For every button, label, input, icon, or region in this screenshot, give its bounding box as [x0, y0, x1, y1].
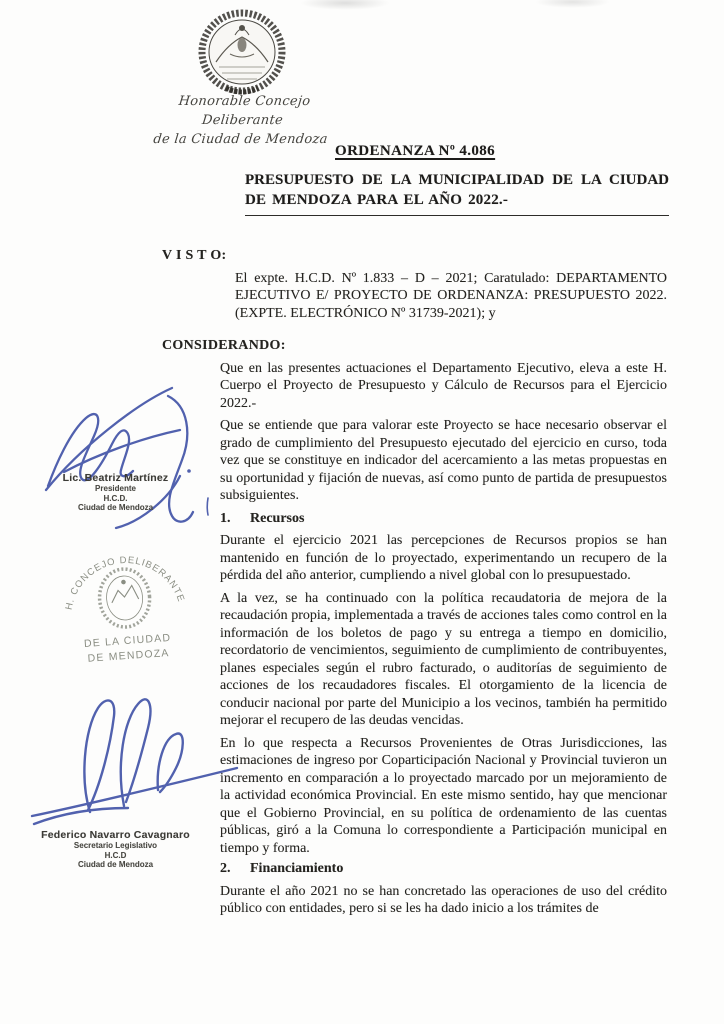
section-number: 1. [220, 510, 231, 526]
council-seal-icon [50, 534, 200, 674]
signer-name: Federico Navarro Cavagnaro [41, 829, 190, 841]
visto-heading: V I S T O: [162, 248, 227, 263]
seal-line2: DE MENDOZA [87, 647, 170, 665]
signer-body: H.C.D [104, 850, 127, 860]
seal-line1: DE LA CIUDAD [83, 631, 172, 650]
considerando-paragraph: Que en las presentes actuaciones el Departamento Ejecutivo, eleva a este H. Cuerpo el Proyecto de Presupuesto y Cálculo de Recursos para el Ejercicio 2022.- [220, 360, 667, 411]
considerando-heading: CONSIDERANDO: [162, 338, 286, 353]
section-heading-recursos [220, 510, 667, 528]
ordinance-subject-title [245, 170, 669, 216]
section-paragraph: Durante el ejercicio 2021 las percepciones de Recursos propios se han mantenido en función de lo proyectado, experimentando un recupero de la pérdida del año anterior, cumpliendo a nivel global con lo presupuestado. [220, 533, 667, 583]
signer-block [48, 472, 183, 513]
section-title: Financiamiento [250, 861, 344, 876]
section-heading-financiamiento [220, 860, 667, 878]
signer-block [38, 829, 193, 870]
section-title: Recursos [250, 510, 305, 526]
signer-city: Ciudad de Mendoza [77, 503, 154, 512]
scan-smudge [535, 0, 610, 8]
institution-name-line2: de la Ciudad de Mendoza [152, 132, 329, 147]
signer-name: Lic. Beatriz Martínez [62, 472, 169, 484]
institution-name-line1: Honorable Concejo Deliberante [177, 94, 312, 128]
scan-smudge [300, 0, 390, 10]
considerando-paragraph: Que se entiende que para valorar este Proyecto se hace necesario observar el grado de cumplimiento del Presupuesto ejecutado del ejercicio en curso, toda vez que se constituye en indicador del acercamiento a las metas propuestas en su oportunidad y fijación de nuevas, así como punto de partida de presupuestos subsiguientes. [220, 418, 667, 503]
section-number: 2. [220, 861, 231, 876]
visto-paragraph: El expte. H.C.D. Nº 1.833 – D – 2021; Caratulado: DEPARTAMENTO EJECUTIVO E/ PROYECTO DE ORDENANZA: PRESUPUESTO 2022. (EXPTE. ELECTRÓNICO Nº 31739-2021); y [235, 270, 667, 321]
signer-body: H.C.D. [103, 493, 128, 503]
ordinance-body [162, 247, 667, 918]
signer-city: Ciudad de Mendoza [77, 860, 154, 869]
section-paragraph: A la vez, se ha continuado con la política recaudatoria de mejora de la recaudación propia, implementada a través de acciones tales como control en la información de los boletos de pago y su entrega a tiempo en domicilio, recordatorio de vencimientos, seguimiento de cumplimiento de contribuyentes, planes especiales según el rubro facturado, o auditorías de seguimiento de acciones de los recaudadores fiscales. El otorgamiento de la licencia de conducir nacional por parte del Municipio a los vecinos, también ha permitido mejorar el recupero de las deudas vencidas. [220, 590, 667, 728]
institution-name [137, 92, 348, 149]
municipal-coat-of-arms-icon [186, 8, 298, 96]
signer-role: Secretario Legislativo [73, 841, 158, 850]
section-paragraph: Durante el año 2021 no se han concretado las operaciones de uso del crédito público con entidades, pero si se les ha dado inicio a los trámites de [220, 883, 667, 916]
subject-line2: DE MENDOZA PARA EL AÑO 2022.- [245, 192, 509, 208]
seal-arc-text: H. CONCEJO DELIBERANTE [63, 554, 187, 611]
ordinance-number-title: ORDENANZA Nº 4.086 [335, 143, 496, 159]
signer-role: Presidente [95, 484, 136, 493]
section-paragraph: En lo que respecta a Recursos Provenientes de Otras Jurisdicciones, las estimaciones de ingreso por Coparticipación Nacional y Provincial tuvieron un incremento en comparación a lo proyectado marcado por un mejoramiento de la actividad económica Provincial. En este mismo sentido, hay que mencionar que el Gobierno Provincial, en su política de ordenamiento de las cuentas públicas, giró a la Comuna lo correspondiente a Participación municipal en tiempo y forma. [220, 735, 667, 856]
subject-line1: PRESUPUESTO DE LA MUNICIPALIDAD DE LA CIUDAD [245, 172, 669, 188]
